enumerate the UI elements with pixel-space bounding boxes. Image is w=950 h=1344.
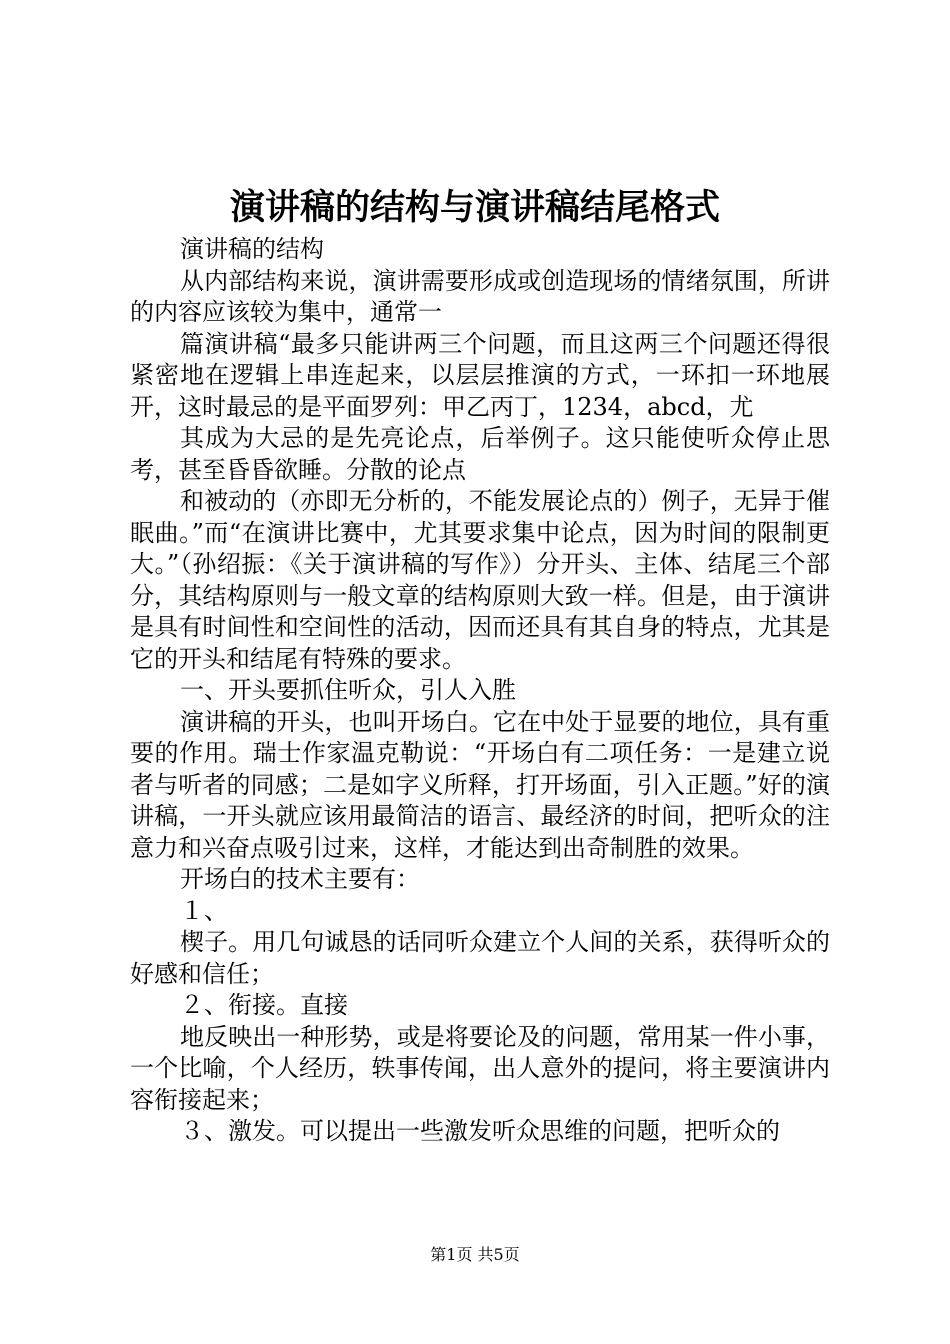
- paragraph: 从内部结构来说，演讲需要形成或创造现场的情绪氛围，所讲的内容应该较为集中，通常一: [130, 266, 830, 326]
- document-title: 演讲稿的结构与演讲稿结尾格式: [229, 187, 720, 228]
- document-body: [130, 234, 830, 1148]
- paragraph: 开场白的技术主要有：: [180, 865, 420, 893]
- paragraph: ３、激发。可以提出一些激发听众思维的问题，把听众的: [180, 1117, 780, 1145]
- paragraph: 演讲稿的开头，也叫开场白。它在中处于显要的地位，具有重要的作用。瑞士作家温克勒说：“开场白有二项任务：一是建立说者与听者的同感；二是如字义所释，打开场面，引入正题。”好的演讲稿，一开头就应该用最简洁的语言、最经济的时间，把听众的注意力和兴奋点吸引过来，这样，才能达到出奇制胜的效果。: [130, 707, 830, 862]
- page-footer: 第1页 共5页: [430, 1245, 520, 1264]
- paragraph: 一、开头要抓住听众，引人入胜: [180, 676, 516, 704]
- paragraph: 其成为大忌的是先亮论点，后举例子。这只能使听众停止思考，甚至昏昏欲睡。分散的论点: [130, 424, 830, 484]
- paragraph: １、: [180, 896, 228, 925]
- paragraph: 楔子。用几句诚恳的话同听众建立个人间的关系，获得听众的好感和信任；: [130, 928, 830, 988]
- paragraph: 篇演讲稿“最多只能讲两三个问题，而且这两三个问题还得很紧密地在逻辑上串连起来，以层层推演的方式，一环扣一环地展开，这时最忌的是平面罗列：甲乙丙丁，1234，abcd，尤: [130, 329, 830, 421]
- paragraph: 和被动的（亦即无分析的，不能发展论点的）例子，无异于催眠曲。”而“在演讲比赛中，尤其要求集中论点，因为时间的限制更大。”（孙绍振：《关于演讲稿的写作》）分开头、主体、结尾三个部分，其结构原则与一般文章的结构原则大致一样。但是，由于演讲是具有时间性和空间性的活动，因而还具有其自身的特点，尤其是它的开头和结尾有特殊的要求。: [130, 487, 830, 673]
- paragraph: 地反映出一种形势，或是将要论及的问题，常用某一件小事，一个比喻，个人经历，轶事传闻，出人意外的提问，将主要演讲内容衔接起来；: [130, 1022, 830, 1114]
- paragraph: 演讲稿的结构: [180, 235, 324, 263]
- paragraph: ２、衔接。直接: [180, 991, 348, 1019]
